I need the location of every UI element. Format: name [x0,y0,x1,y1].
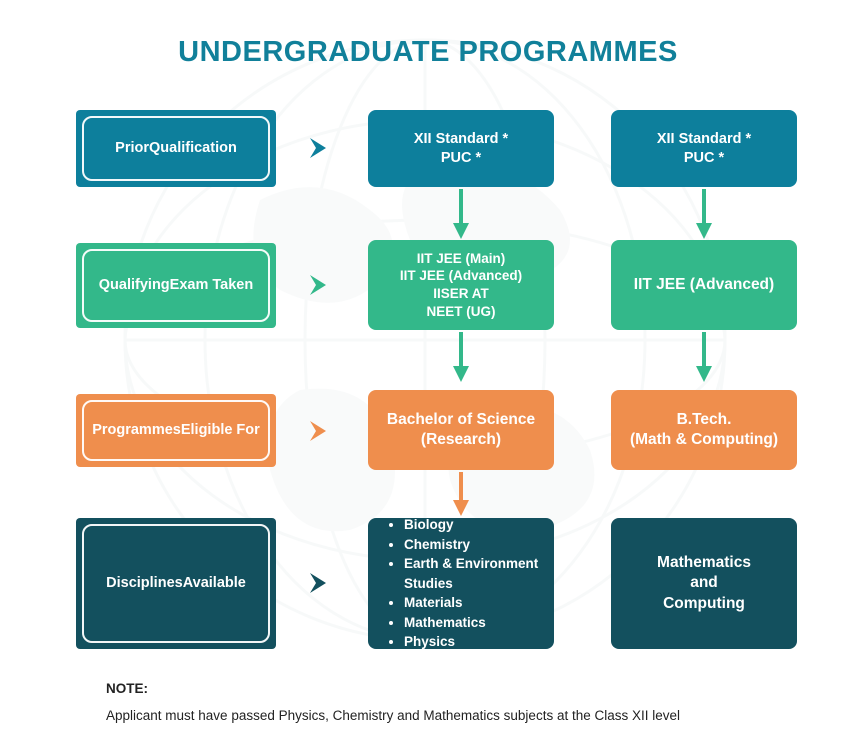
chevron-right-icon-row2 [306,272,332,298]
down-arrow-icon-middle-3 [452,472,470,516]
middle-box-row3-line2: (Research) [420,431,502,448]
row-label-qualifying-exam [76,243,276,328]
row-label-line2: Available [182,574,246,591]
right-box-row2 [611,240,797,330]
right-box-row3-line2: (Math & Computing) [629,431,779,448]
middle-box-row3 [368,390,554,470]
middle-box-row2-item3: IISER AT [433,286,489,301]
row-label-prior-qualification [76,110,276,187]
right-box-row2-line1: IIT JEE (Advanced) [633,275,775,293]
down-arrow-icon-right-2 [695,332,713,382]
down-arrow-icon-middle-1 [452,189,470,239]
right-box-row4 [611,518,797,649]
down-arrow-icon-right-1 [695,189,713,239]
right-box-row4-line3: Computing [663,594,745,612]
right-box-row1-line1: XII Standard * [656,130,752,147]
down-arrow-icon-middle-2 [452,332,470,382]
right-box-row1-line2: PUC * [683,149,725,166]
note-text: Applicant must have passed Physics, Chemistry and Mathematics subjects at the Class XII level [106,708,681,723]
discipline-item: • Physics [404,632,554,652]
middle-box-row1-line2: PUC * [440,149,482,166]
right-box-row3-line1: B.Tech. [676,410,732,428]
discipline-item: • Mathematics [404,613,554,633]
middle-box-row2-item1: IIT JEE (Main) [416,250,506,266]
middle-box-row2-item2: IIT JEE (Advanced) [399,268,523,284]
right-box-row1 [611,110,797,187]
row-label-line1: Qualifying [98,276,170,293]
chevron-right-icon-row4 [306,570,332,596]
discipline-item: • Earth & Environment Studies [404,554,554,593]
row-label-line2: Qualification [149,139,237,156]
page-title: UNDERGRADUATE PROGRAMMES [178,36,678,68]
discipline-item: • Materials [404,593,554,613]
row-label-programmes-eligible [76,394,276,467]
row-label-disciplines-available [76,518,276,649]
middle-box-row1-line1: XII Standard * [413,130,509,147]
middle-box-row1 [368,110,554,187]
row-label-line1: Programmes [92,421,181,438]
right-box-row4-line2: and [690,574,718,592]
note-label: NOTE: [106,681,148,696]
row-label-line1: Prior [115,139,149,156]
middle-box-row2 [368,240,554,330]
right-box-row3 [611,390,797,470]
middle-box-row2-item4: NEET (UG) [426,303,496,319]
discipline-item: • Chemistry [404,535,554,555]
discipline-item: • Biology [404,515,554,535]
chevron-right-icon-row1 [306,135,332,161]
row-label-line2: Exam Taken [169,276,254,293]
middle-box-row3-line1: Bachelor of Science [386,410,536,428]
row-label-line1: Disciplines [106,574,183,591]
row-label-line2: Eligible For [180,421,260,438]
right-box-row4-line1: Mathematics [657,554,751,572]
chevron-right-icon-row3 [306,418,332,444]
middle-box-row4 [368,518,554,649]
